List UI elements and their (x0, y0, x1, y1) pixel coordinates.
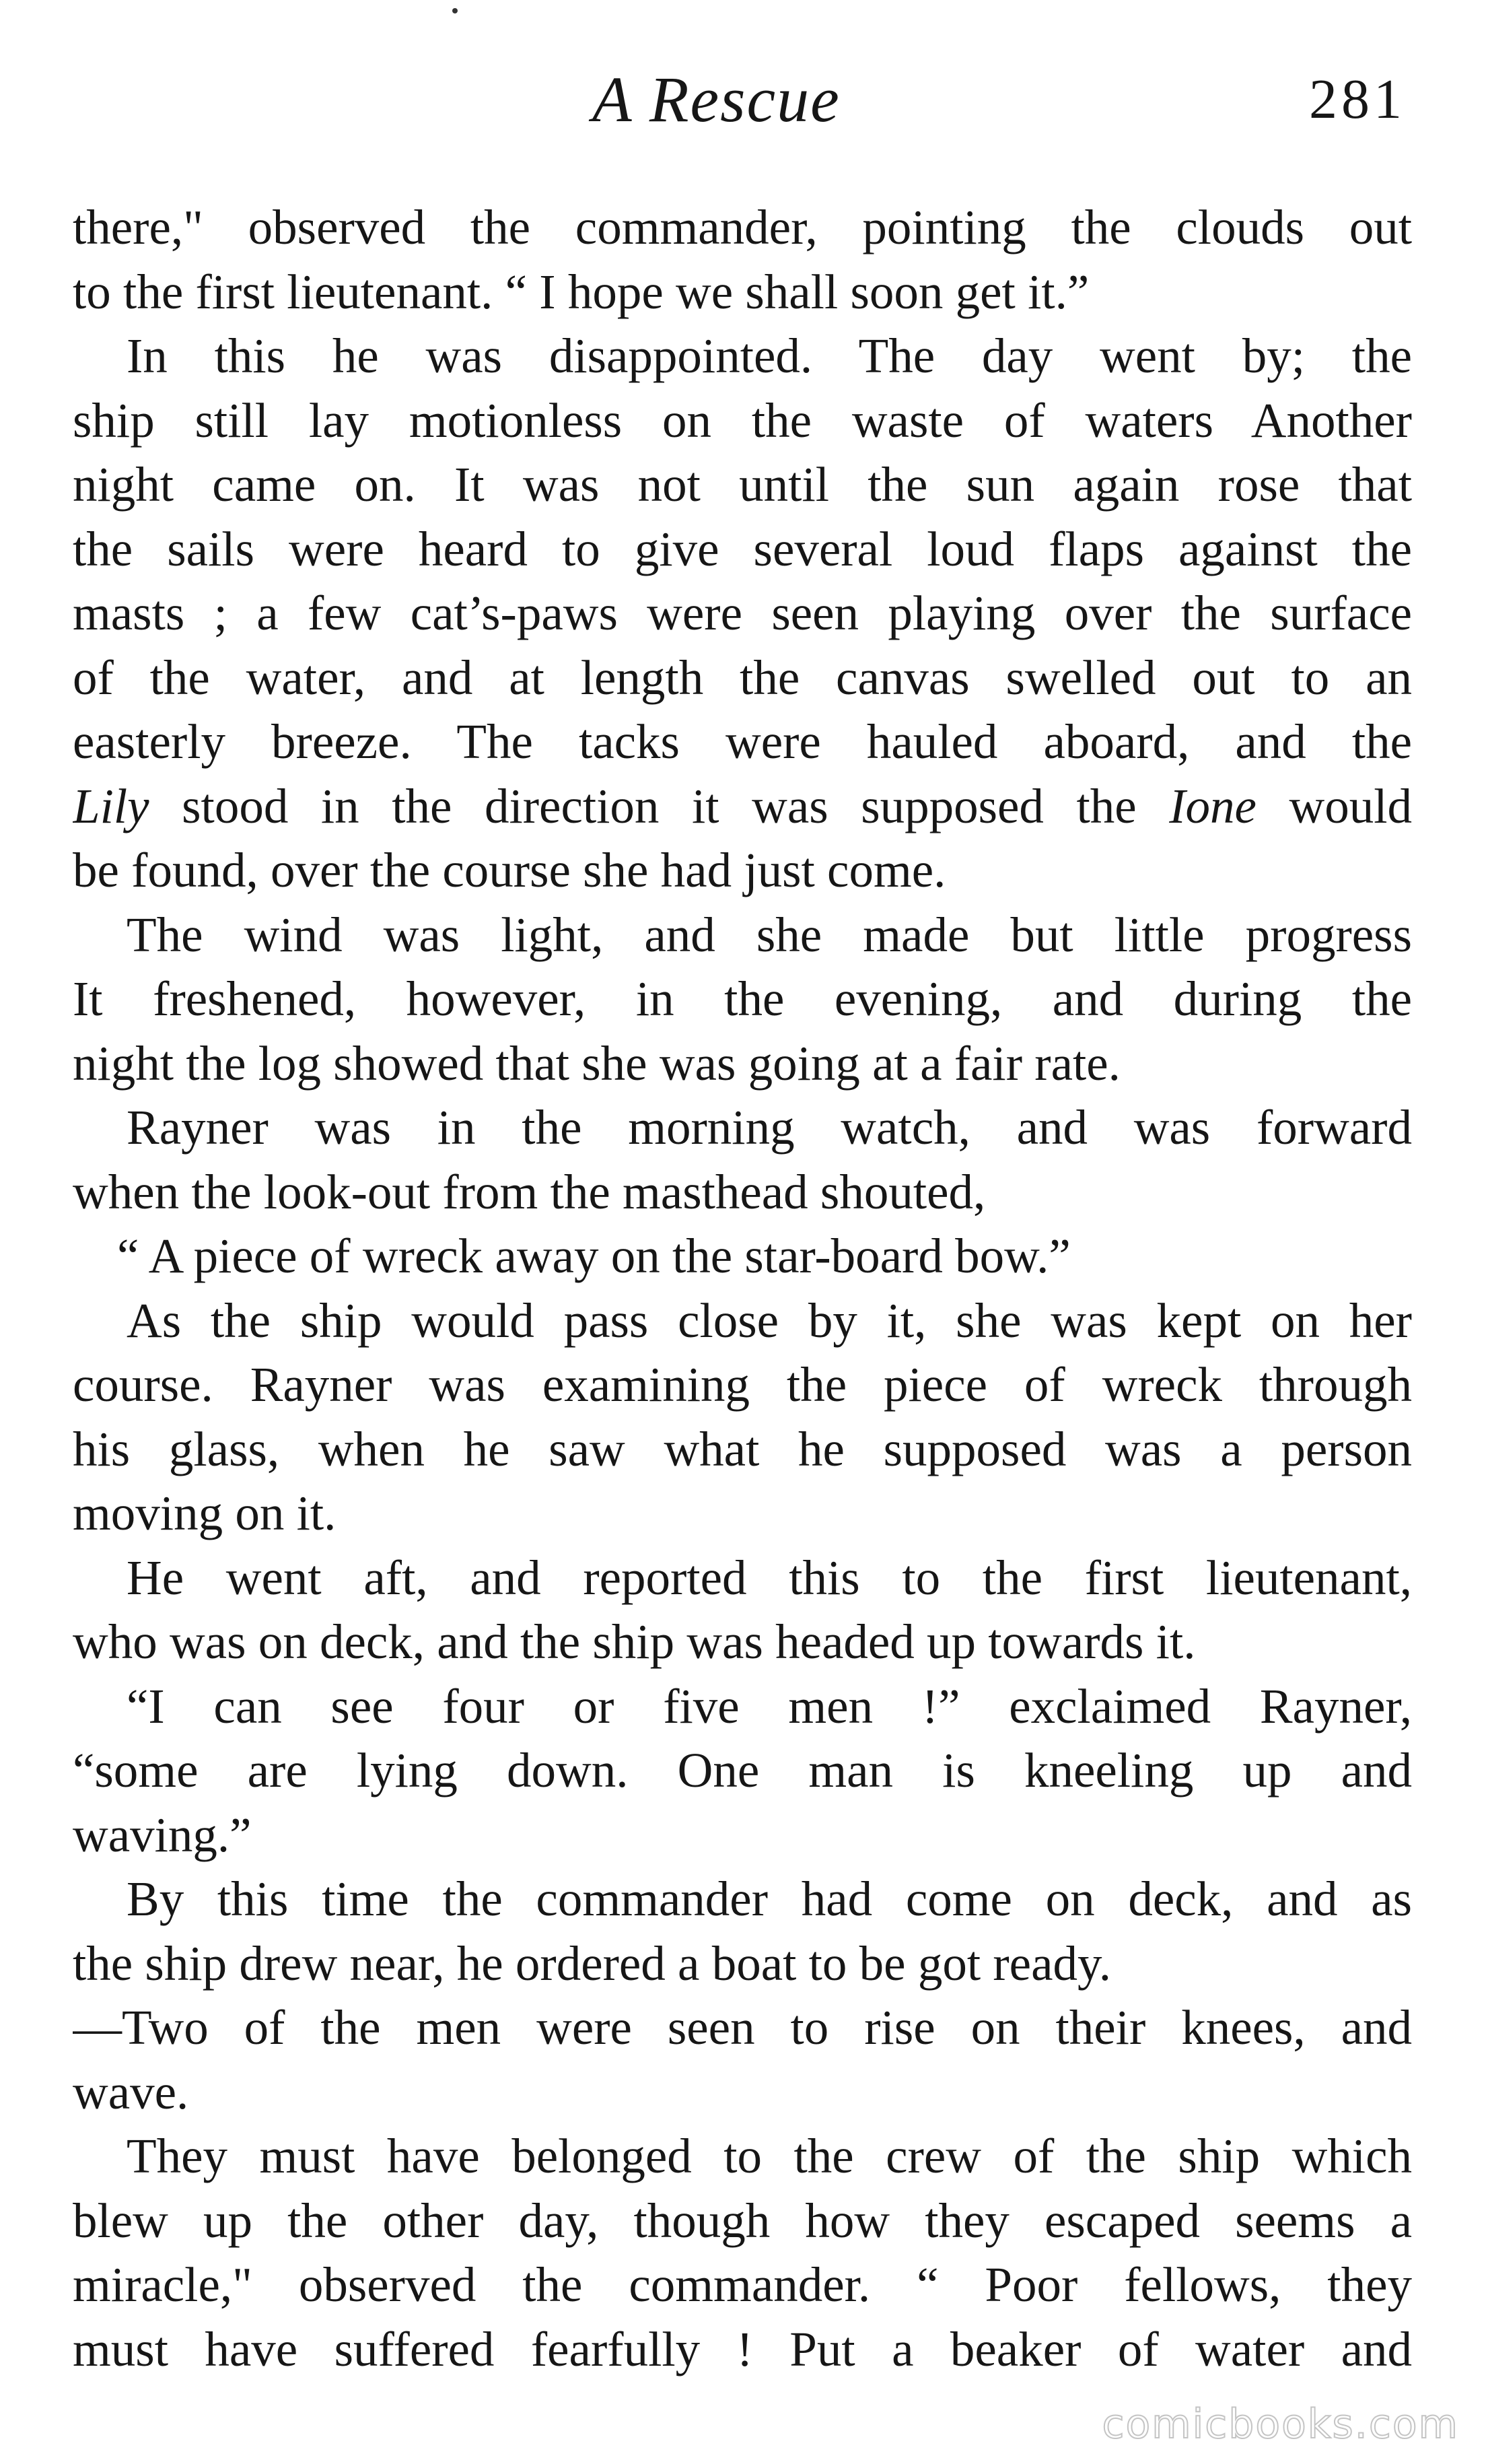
text-line: of the water, and at length the canvas swelled out to an (73, 650, 1412, 705)
text-line: when the look-out from the masthead shouted, (73, 1164, 986, 1219)
page-header (0, 59, 1486, 140)
text-line: there," observed the commander, pointing the clouds out (73, 200, 1412, 254)
text-line: They must have belonged to the crew of the ship which (127, 2129, 1412, 2183)
text-line: to the first lieutenant. “ I hope we shall soon get it.” (73, 264, 1090, 319)
text-line: the ship drew near, he ordered a boat to be got ready. (73, 1936, 1111, 1991)
text-line: waving.” (73, 1807, 252, 1862)
text-line: be found, over the course she had just come. (73, 843, 946, 897)
text-line: He went aft, and reported this to the first lieutenant, (127, 1550, 1412, 1605)
ship-name-lily: Lily (73, 778, 149, 833)
text-line: “some are lying down. One man is kneeling up and (73, 1743, 1412, 1798)
text-run: would (1256, 778, 1412, 833)
text-line: masts ; a few cat’s-paws were seen playing over the surface (73, 586, 1412, 640)
ship-name-ione: Ione (1169, 778, 1257, 833)
text-line: “ A piece of wreck away on the star-board bow.” (117, 1229, 1071, 1283)
text-line: night came on. It was not until the sun again rose that (73, 457, 1412, 512)
text-line: course. Rayner was examining the piece of wreck through (73, 1357, 1412, 1412)
text-line: The wind was light, and she made but little progress (127, 907, 1412, 962)
text-line: ship still lay motionless on the waste of waters Another (73, 392, 1412, 448)
text-run: stood in the direction it was supposed the (149, 778, 1170, 833)
text-line: In this he was disappointed. The day went by; the (127, 329, 1412, 383)
ink-speck (452, 8, 458, 13)
page-number: 281 (1309, 68, 1406, 131)
text-line: easterly breeze. The tacks were hauled aboard, and the (73, 714, 1412, 769)
text-line: blew up the other day, though how they escaped seems a (73, 2193, 1412, 2248)
text-line: Rayner was in the morning watch, and was forward (127, 1100, 1412, 1155)
text-line: his glass, when he saw what he supposed was a person (73, 1421, 1412, 1476)
text-line: “I can see four or five men !” exclaimed Rayner, (127, 1678, 1412, 1734)
body-text (73, 195, 1412, 2381)
text-line: who was on deck, and the ship was headed up towards it. (73, 1614, 1196, 1669)
text-line: miracle," observed the commander. “ Poor fellows, they (73, 2257, 1412, 2312)
text-line: —Two of the men were seen to rise on their knees, and (73, 2000, 1412, 2055)
text-line: As the ship would pass close by it, she was kept on her (127, 1293, 1412, 1348)
text-line: the sails were heard to give several loud flaps against the (73, 521, 1412, 576)
text-line: It freshened, however, in the evening, and during the (73, 971, 1412, 1026)
text-line: must have suffered fearfully ! Put a beaker of water and (73, 2321, 1412, 2376)
text-line: By this time the commander had come on deck, and as (127, 1872, 1412, 1926)
text-line: wave. (73, 2064, 189, 2119)
text-line: moving on it. (73, 1486, 337, 1540)
running-title: A Rescue (592, 63, 841, 135)
watermark: comicbooks.com (1102, 2401, 1459, 2448)
text-line: night the log showed that she was going at a fair rate. (73, 1035, 1121, 1091)
text-line-italic-names (73, 774, 1412, 839)
